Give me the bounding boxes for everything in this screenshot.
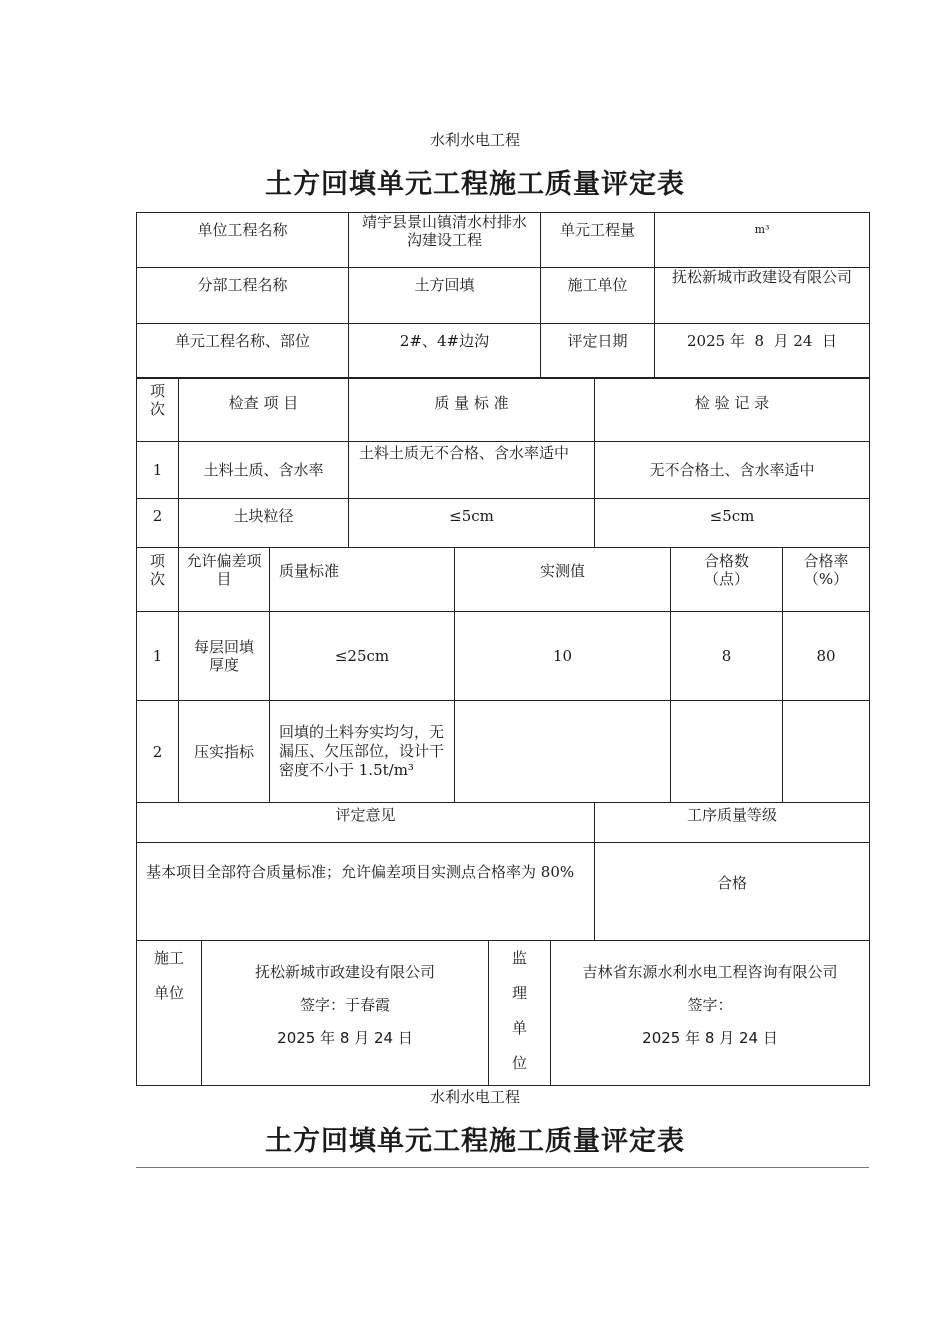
eval-date-value: 2025 年 8 月 24 日 — [655, 324, 870, 379]
inspection-row-standard: ≤5cm — [349, 499, 595, 548]
tolerance-row-no: 2 — [137, 701, 179, 803]
unit-quantity-value: m³ — [655, 213, 870, 268]
inspection-record-header: 检 验 记 录 — [595, 378, 870, 442]
tolerance-row-pass-count — [671, 701, 783, 803]
construction-sign-block — [202, 941, 489, 1086]
tolerance-standard-header: 质量标准 — [270, 548, 455, 612]
division-label: 分部工程名称 — [137, 268, 349, 324]
unit-project-label: 单位工程名称 — [137, 213, 349, 268]
tolerance-row-pass-count: 8 — [671, 612, 783, 701]
tolerance-pass-rate-header: 合格率（%） — [783, 548, 870, 612]
table-row — [137, 442, 870, 499]
tolerance-row-item: 每层回填厚度 — [179, 612, 270, 701]
construction-unit-label: 施工单位 — [137, 941, 202, 1086]
opinion-text: 基本项目全部符合质量标准；允许偏差项目实测点合格率为 80% — [137, 843, 595, 941]
evaluation-table — [136, 802, 870, 941]
contractor-label: 施工单位 — [541, 268, 655, 324]
tolerance-row-measured — [455, 701, 671, 803]
inspection-row-no: 1 — [137, 442, 179, 499]
tolerance-item-header: 允许偏差项 目 — [179, 548, 270, 612]
grade-value: 合格 — [595, 843, 870, 941]
tolerance-row-item: 压实指标 — [179, 701, 270, 803]
element-label: 单元工程名称、部位 — [137, 324, 349, 379]
element-value: 2#、4#边沟 — [349, 324, 541, 379]
supervision-unit-label: 监理单位 — [489, 941, 551, 1086]
tolerance-table — [136, 547, 870, 803]
inspection-no-header: 项次 — [137, 378, 179, 442]
tolerance-pass-count-header: 合格数（点） — [671, 548, 783, 612]
supervision-signature: 签字： — [687, 996, 733, 1014]
tolerance-row-standard: ≤25cm — [270, 612, 455, 701]
inspection-item-header: 检查 项 目 — [179, 378, 349, 442]
repeat-title: 土方回填单元工程施工质量评定表 — [265, 1126, 685, 1157]
unit-quantity-label: 单元工程量 — [541, 213, 655, 268]
construction-date: 2025 年 8 月 24 日 — [277, 1029, 413, 1047]
project-info-table — [136, 212, 870, 379]
contractor-value: 抚松新城市政建设有限公司 — [655, 268, 870, 324]
table-row — [137, 701, 870, 803]
divider-line — [136, 1167, 869, 1168]
tolerance-row-no: 1 — [137, 612, 179, 701]
opinion-label: 评定意见 — [137, 803, 595, 843]
tolerance-row-pass-rate — [783, 701, 870, 803]
inspection-row-record: ≤5cm — [595, 499, 870, 548]
document-category: 水利水电工程 — [429, 131, 520, 149]
supervision-date: 2025 年 8 月 24 日 — [642, 1029, 778, 1047]
supervision-sign-block — [551, 941, 870, 1086]
unit-project-value: 靖宇县景山镇清水村排水沟建设工程 — [349, 213, 541, 268]
tolerance-no-header: 项次 — [137, 548, 179, 612]
inspection-row-record: 无不合格土、含水率适中 — [595, 442, 870, 499]
supervision-company: 吉林省东源水利水电工程咨询有限公司 — [582, 963, 838, 981]
tolerance-row-standard: 回填的土料夯实均匀，无漏压、欠压部位，设计干密度不小于 1.5t/m³ — [270, 701, 455, 803]
inspection-row-item: 土块粒径 — [179, 499, 349, 548]
grade-label: 工序质量等级 — [595, 803, 870, 843]
inspection-row-standard: 土料土质无不合格、含水率适中 — [349, 442, 595, 499]
signature-table — [136, 940, 870, 1086]
tolerance-measured-header: 实测值 — [455, 548, 671, 612]
inspection-table — [136, 377, 870, 548]
tolerance-row-pass-rate: 80 — [783, 612, 870, 701]
eval-date-label: 评定日期 — [541, 324, 655, 379]
inspection-row-no: 2 — [137, 499, 179, 548]
division-value: 土方回填 — [349, 268, 541, 324]
inspection-row-item: 土料土质、含水率 — [179, 442, 349, 499]
construction-company: 抚松新城市政建设有限公司 — [254, 963, 435, 981]
construction-signature: 签字：于春霞 — [299, 996, 390, 1014]
repeat-category: 水利水电工程 — [429, 1088, 520, 1106]
tolerance-row-measured: 10 — [455, 612, 671, 701]
inspection-standard-header: 质 量 标 准 — [349, 378, 595, 442]
page-title: 土方回填单元工程施工质量评定表 — [265, 169, 685, 200]
table-row — [137, 612, 870, 701]
table-row — [137, 499, 870, 548]
